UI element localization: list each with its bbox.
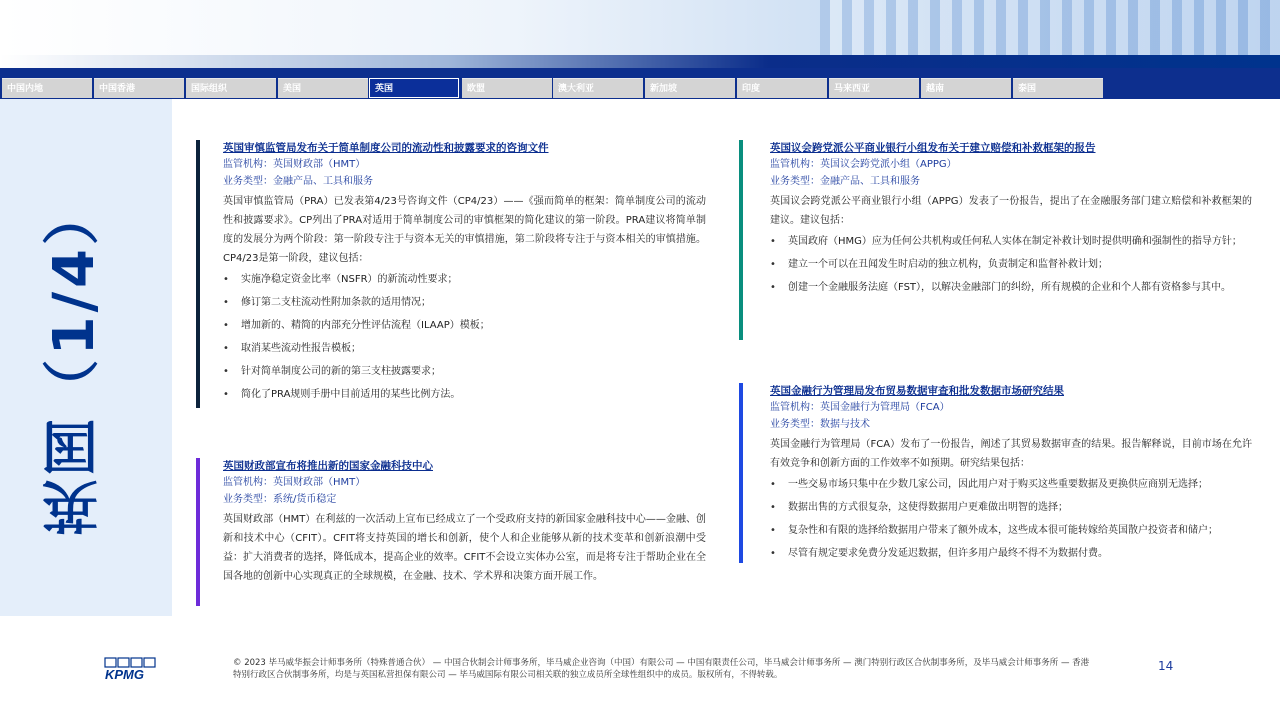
page-title-container [20, 110, 130, 610]
page-title: 英国（1/4） [42, 184, 107, 536]
tab-mainland-china[interactable]: 中国内地 [2, 78, 92, 98]
tab-malaysia[interactable]: 马来西亚 [829, 78, 919, 98]
card-business-type: 业务类型：数据与技术 [770, 419, 870, 430]
banner-graphic [820, 0, 1280, 60]
bullet-item: • 针对简单制度公司的新的第三支柱披露要求； [223, 362, 706, 381]
card-business-type: 业务类型：金融产品、工具和服务 [770, 176, 920, 187]
tab-thailand[interactable]: 泰国 [1013, 78, 1103, 98]
tab-australia[interactable]: 澳大利亚 [553, 78, 643, 98]
kpmg-logo [104, 657, 160, 681]
tab-vietnam[interactable]: 越南 [921, 78, 1011, 98]
tab-us[interactable]: 美国 [278, 78, 368, 98]
card-bullet-list [223, 270, 706, 404]
card-body: 英国金融行为管理局（FCA）发布了一份报告，阐述了其贸易数据审查的结果。报告解释说，目前市场在允许有效竞争和创新方面的工作效率不如预期。研究结果包括： [770, 439, 1252, 469]
bullet-item: • 简化了PRA规则手册中目前适用的某些比例方法。 [223, 385, 706, 404]
bullet-item: • 尽管有规定要求免费分发延迟数据，但许多用户最终不得不为数据付费。 [770, 544, 1252, 563]
card-business-type: 业务类型：金融产品、工具和服务 [223, 176, 373, 187]
card-accent-bar [739, 383, 743, 563]
card-regulator: 监管机构：英国财政部（HMT） [223, 477, 366, 488]
card-title-link[interactable]: 英国审慎监管局发布关于简单制度公司的流动性和披露要求的咨询文件 [223, 142, 549, 154]
news-card-cfit [196, 458, 706, 606]
card-regulator: 监管机构：英国议会跨党派小组（APPG） [770, 159, 957, 170]
tab-international-orgs[interactable]: 国际组织 [186, 78, 276, 98]
header-banner [0, 0, 1280, 60]
bullet-item: • 复杂性和有限的选择给数据用户带来了额外成本，这些成本很可能转嫁给英国散户投资者和储户； [770, 521, 1252, 540]
bullet-item: • 数据出售的方式很复杂，这使得数据用户更难做出明智的选择； [770, 498, 1252, 517]
card-title-link[interactable]: 英国财政部宣布将推出新的国家金融科技中心 [223, 460, 433, 472]
card-body: 英国财政部（HMT）在利兹的一次活动上宣布已经成立了一个受政府支持的新国家金融科技中心——金融、创新和技术中心（CFIT）。CFIT将支持英国的增长和创新，使个人和企业能够从新的技术变革和创新浪潮中受益：扩大消费者的选择，降低成本，提高企业的效率。CFIT不会设立实体办公室，而是将专注于帮助企业在全国各地的创新中心实现真正的全球规模，在金融、技术、学术界和决策方面开展工作。 [223, 514, 706, 582]
bullet-item: • 取消某些流动性报告模板； [223, 339, 706, 358]
header-stripe [0, 55, 1280, 69]
bullet-item: • 一些交易市场只集中在少数几家公司，因此用户对于购买这些重要数据及更换供应商别无选择； [770, 475, 1252, 494]
card-bullet-list [770, 475, 1252, 563]
card-bullet-list [770, 232, 1252, 297]
tab-uk[interactable]: 英国 [369, 78, 459, 98]
card-title-link[interactable]: 英国议会跨党派公平商业银行小组发布关于建立赔偿和补救框架的报告 [770, 142, 1096, 154]
tab-singapore[interactable]: 新加坡 [645, 78, 735, 98]
card-business-type: 业务类型：系统/货币稳定 [223, 494, 337, 505]
tab-india[interactable]: 印度 [737, 78, 827, 98]
bullet-item: • 建立一个可以在丑闻发生时启动的独立机构，负责制定和监督补救计划； [770, 255, 1252, 274]
svg-text:KPMG: KPMG [105, 667, 144, 681]
bullet-item: • 创建一个金融服务法庭（FST），以解决金融部门的纠纷，所有规模的企业和个人都有资格参与其中。 [770, 278, 1252, 297]
card-accent-bar [196, 140, 200, 408]
card-regulator: 监管机构：英国金融行为管理局（FCA） [770, 402, 950, 413]
tab-eu[interactable]: 欧盟 [462, 78, 552, 98]
card-accent-bar [196, 458, 200, 606]
bullet-item: • 英国政府（HMG）应为任何公共机构或任何私人实体在制定补救计划时提供明确和强制性的指导方针； [770, 232, 1252, 251]
page-number: 14 [1158, 659, 1174, 673]
card-accent-bar [739, 140, 743, 340]
bullet-item: • 修订第二支柱流动性附加条款的适用情况； [223, 293, 706, 312]
tab-hong-kong[interactable]: 中国香港 [94, 78, 184, 98]
card-title-link[interactable]: 英国金融行为管理局发布贸易数据审查和批发数据市场研究结果 [770, 385, 1064, 397]
bullet-item: • 实施净稳定资金比率（NSFR）的新流动性要求； [223, 270, 706, 289]
news-card-pra [196, 140, 706, 408]
news-card-appg [739, 140, 1252, 340]
card-body: 英国审慎监管局（PRA）已发表第4/23号咨询文件（CP4/23）——《强而简单的框架：简单制度公司的流动性和披露要求》。CP列出了PRA对适用于简单制度公司的审慎框架的简化建议的第一阶段。PRA建议将简单制度的发展分为两个阶段：第一阶段专注于与资本无关的审慎措施，第二阶段将专注于与资本相关的审慎措施。CP4/23是第一阶段，建议包括： [223, 196, 706, 264]
bullet-item: • 增加新的、精简的内部充分性评估流程（ILAAP）模板； [223, 316, 706, 335]
card-regulator: 监管机构：英国财政部（HMT） [223, 159, 366, 170]
news-card-fca [739, 383, 1252, 563]
footer-copyright: © 2023 毕马威华振会计师事务所（特殊普通合伙） — 中国合伙制会计师事务所，毕马威企业咨询（中国）有限公司 — 中国有限责任公司，毕马威会计师事务所 — 澳门特别行政区合伙制事务所，及毕马威会计师事务所 — 香港特别行政区合伙制事务所，均是与英国私营担保有限公司 — 毕马威国际有限公司相关联的独立成员所全球性组织中的成员。版权所有，不得转载。 [233, 658, 1090, 680]
card-body: 英国议会跨党派公平商业银行小组（APPG）发表了一份报告，提出了在金融服务部门建立赔偿和补救框架的建议。建议包括： [770, 196, 1252, 226]
